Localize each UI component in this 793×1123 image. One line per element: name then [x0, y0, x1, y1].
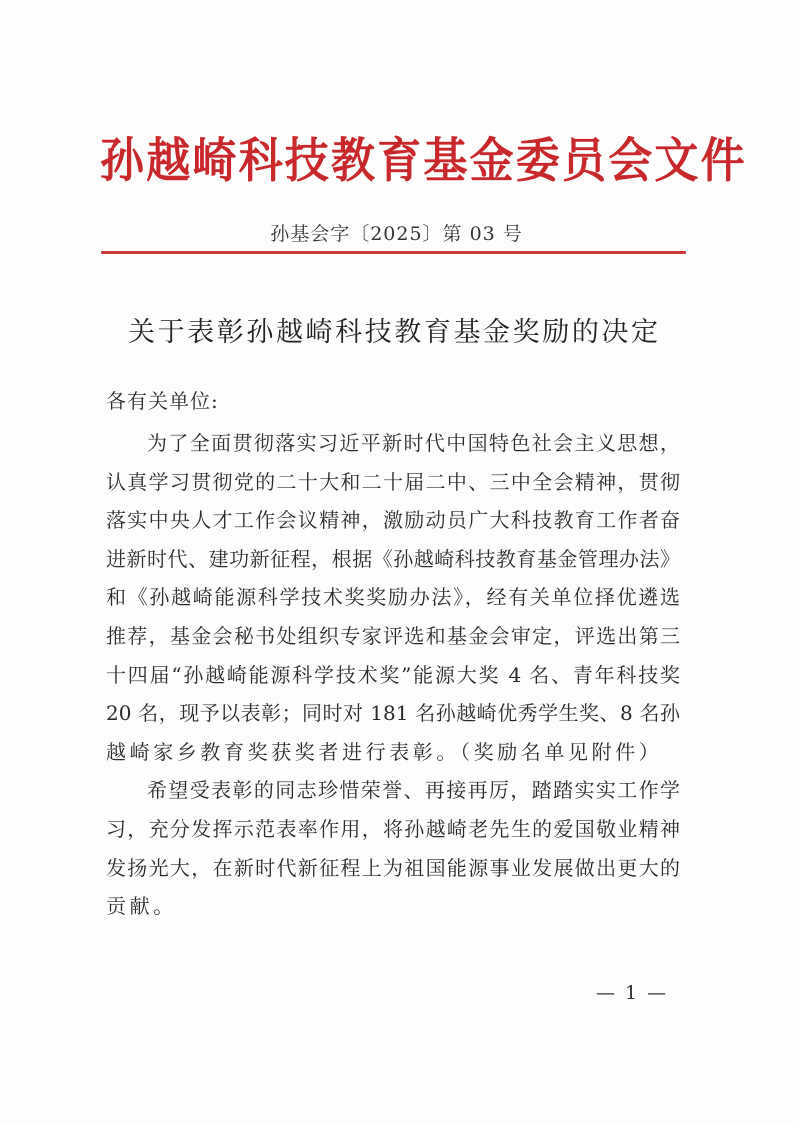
document-number: 孙基会字〔2025〕第 03 号 — [270, 223, 523, 245]
body-line: 为了全面贯彻落实习近平新时代中国特色社会主义思想， — [147, 431, 680, 455]
issuing-organization-title: 孙越崎科技教育基金委员会文件 — [100, 133, 747, 189]
paragraph-2 — [106, 771, 680, 925]
body-line: 越崎家乡教育奖获奖者进行表彰。（奖励名单见附件） — [106, 739, 663, 764]
paragraph-1 — [106, 424, 680, 771]
body-line: 落实中央人才工作会议精神，激励动员广大科技教育工作者奋 — [106, 508, 680, 533]
body-line: 20 名，现予以表彰；同时对 181 名孙越崎优秀学生奖、8 名孙 — [106, 701, 680, 726]
body-line: 认真学习贯彻党的二十大和二十届二中、三中全会精神，贯彻 — [106, 469, 680, 494]
body-line: 进新时代、建功新征程，根据《孙越崎科技教育基金管理办法》 — [106, 546, 680, 571]
red-divider-rule — [101, 251, 686, 254]
body-line: 十四届“孙越崎能源科学技术奖”能源大奖 4 名、青年科技奖 — [106, 662, 680, 687]
body-line: 和《孙越崎能源科学技术奖奖励办法》，经有关单位择优遴选 — [106, 585, 680, 610]
decision-title: 关于表彰孙越崎科技教育基金奖励的决定 — [128, 317, 658, 348]
body-line: 习，充分发挥示范表率作用，将孙越崎老先生的爱国敬业精神 — [106, 816, 680, 841]
page-number: — 1 — — [596, 982, 669, 1004]
document-body — [106, 424, 680, 926]
body-line: 希望受表彰的同志珍惜荣誉、再接再厉，踏踏实实工作学 — [147, 778, 680, 803]
body-line: 推荐，基金会秘书处组织专家评选和基金会审定，评选出第三 — [106, 623, 680, 648]
body-line: 发扬光大，在新时代新征程上为祖国能源事业发展做出更大的 — [106, 855, 680, 880]
salutation: 各有关单位: — [106, 389, 219, 413]
body-line: 贡献。 — [106, 894, 177, 919]
